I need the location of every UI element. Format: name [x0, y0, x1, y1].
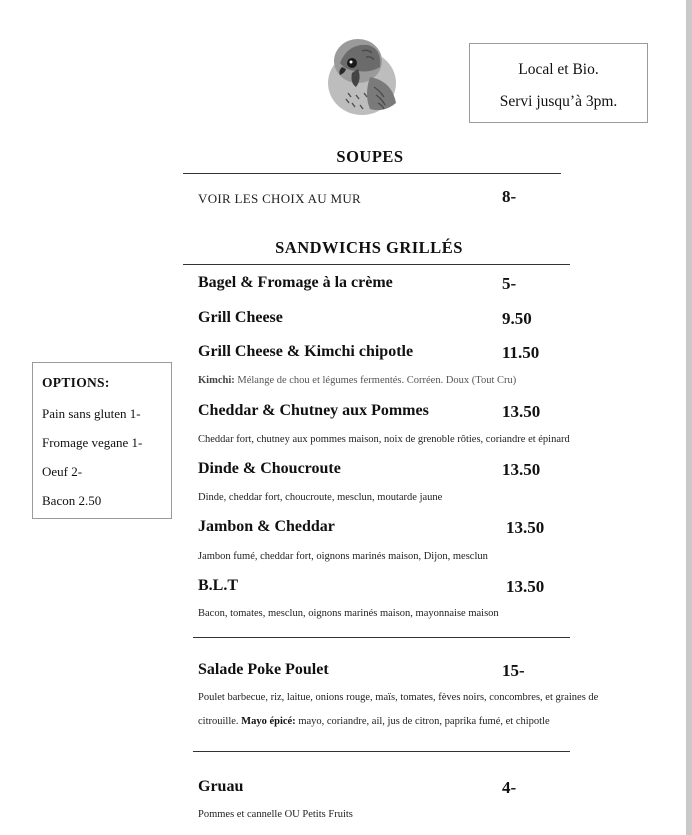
service-note-box	[469, 43, 648, 123]
options-box	[32, 362, 172, 519]
desc-salade-line2	[198, 716, 550, 727]
price-dinde-choucroute: 13.50	[502, 460, 541, 479]
price-grill-cheese-kimchi: 11.50	[502, 343, 540, 362]
soupes-item: VOIR LES CHOIX AU MUR	[198, 191, 362, 206]
kimchi-note	[198, 375, 516, 386]
page-edge	[686, 0, 692, 835]
divider	[193, 751, 570, 752]
bird-icon	[318, 33, 404, 117]
option-pain-sans-gluten: Pain sans gluten 1-	[42, 406, 141, 421]
item-dinde-choucroute: Dinde & Choucroute	[198, 460, 341, 477]
item-blt: B.L.T	[198, 577, 239, 594]
option-fromage-vegane: Fromage vegane 1-	[42, 435, 143, 450]
kimchi-description: Mélange de chou et légumes fermentés. Corréen. Doux (Tout Cru)	[234, 375, 517, 386]
price-bagel: 5-	[502, 274, 517, 293]
divider	[183, 264, 570, 265]
desc-gruau: Pommes et cannelle OU Petits Fruits	[198, 809, 353, 820]
price-blt: 13.50	[506, 577, 545, 596]
mayo-epice-label: Mayo épicé:	[241, 716, 296, 727]
desc-salade-line1: Poulet barbecue, riz, laitue, onions rouge, maïs, tomates, fèves noirs, concombres, et graines de	[198, 692, 599, 703]
option-bacon: Bacon 2.50	[42, 493, 102, 508]
desc-cheddar-chutney: Cheddar fort, chutney aux pommes maison, noix de grenoble rôties, coriandre et épinard	[198, 434, 570, 445]
price-cheddar-chutney: 13.50	[502, 402, 541, 421]
desc-blt: Bacon, tomates, mesclun, oignons marinés maison, mayonnaise maison	[198, 608, 499, 619]
note-served-until: Servi jusqu’à 3pm.	[499, 93, 618, 110]
divider	[183, 173, 561, 174]
price-grill-cheese: 9.50	[502, 309, 532, 328]
sandwichs-heading: SANDWICHS GRILLÉS	[275, 238, 463, 257]
price-salade-poke: 15-	[502, 661, 525, 680]
item-gruau: Gruau	[198, 778, 244, 795]
desc-jambon-cheddar: Jambon fumé, cheddar fort, oignons marinés maison, Dijon, mesclun	[198, 551, 488, 562]
note-local-bio: Local et Bio.	[518, 61, 599, 78]
item-salade-poke: Salade Poke Poulet	[198, 661, 329, 678]
desc-dinde-choucroute: Dinde, cheddar fort, choucroute, mesclun, moutarde jaune	[198, 492, 443, 503]
price-jambon-cheddar: 13.50	[506, 518, 545, 537]
kimchi-label: Kimchi:	[198, 375, 235, 386]
item-cheddar-chutney: Cheddar & Chutney aux Pommes	[198, 402, 429, 419]
item-jambon-cheddar: Jambon & Cheddar	[198, 518, 335, 535]
desc-salade-part: mayo, coriandre, ail, jus de citron, paprika fumé, et chipotle	[295, 716, 550, 727]
item-grill-cheese: Grill Cheese	[198, 309, 283, 326]
option-oeuf: Oeuf 2-	[42, 464, 83, 479]
price-gruau: 4-	[502, 778, 517, 797]
options-title: OPTIONS:	[42, 375, 110, 390]
soupes-heading: SOUPES	[336, 147, 404, 166]
item-grill-cheese-kimchi: Grill Cheese & Kimchi chipotle	[198, 343, 414, 360]
desc-salade-part: citrouille.	[198, 716, 242, 727]
item-bagel: Bagel & Fromage à la crème	[198, 274, 393, 291]
soupes-price: 8-	[502, 187, 517, 206]
divider	[193, 637, 570, 638]
